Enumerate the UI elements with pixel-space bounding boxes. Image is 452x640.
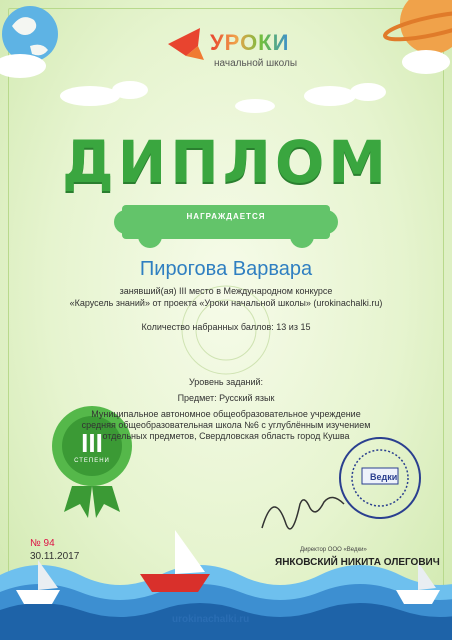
site-link[interactable]: urokinachalki.ru bbox=[172, 614, 250, 625]
diploma-title: ДИПЛОМ bbox=[62, 128, 390, 196]
planet-icon bbox=[383, 0, 452, 54]
logo-bird-icon bbox=[168, 28, 204, 60]
school-line-1: Муниципальное автономное общеобразовательное учреждение bbox=[91, 409, 361, 419]
medal-number: III bbox=[81, 428, 103, 458]
recipient-name: Пирогова Варвара bbox=[139, 258, 313, 280]
director-role: Директор ООО «Ведки» bbox=[300, 547, 367, 553]
signature bbox=[262, 497, 344, 528]
body-line-1: занявший(ая) III место в Международном конкурсе bbox=[119, 286, 333, 296]
director-name: ЯНКОВСКИЙ НИКИТА ОЛЕГОВИЧ bbox=[275, 557, 440, 568]
globe-icon bbox=[2, 6, 58, 62]
medal-label: СТЕПЕНИ bbox=[74, 458, 110, 464]
body-line-2: «Карусель знаний» от проекта «Уроки начальной школы» (urokinachalki.ru) bbox=[69, 298, 383, 308]
logo-subtitle: начальной школы bbox=[214, 58, 298, 69]
award-label: НАГРАЖДАЕТСЯ bbox=[186, 212, 266, 221]
subject-text: Предмет: Русский язык bbox=[177, 393, 275, 403]
logo-title: УРОКИ bbox=[210, 30, 290, 55]
school-line-2: средняя общеобразовательная школа №6 с углублённым изучением bbox=[81, 420, 371, 430]
school-line-3: отдельных предметов, Свердловская область город Кушва bbox=[102, 431, 350, 441]
sea-waves bbox=[0, 565, 452, 640]
diploma-number: № 94 bbox=[30, 538, 55, 549]
diploma-date: 30.11.2017 bbox=[30, 551, 80, 562]
stamp-text: Ведки bbox=[370, 472, 398, 482]
level-text: Уровень заданий: bbox=[188, 377, 264, 387]
score-text: Количество набранных баллов: 13 из 15 bbox=[141, 322, 311, 332]
award-banner bbox=[122, 205, 330, 239]
paper-boat-icon bbox=[140, 530, 210, 592]
